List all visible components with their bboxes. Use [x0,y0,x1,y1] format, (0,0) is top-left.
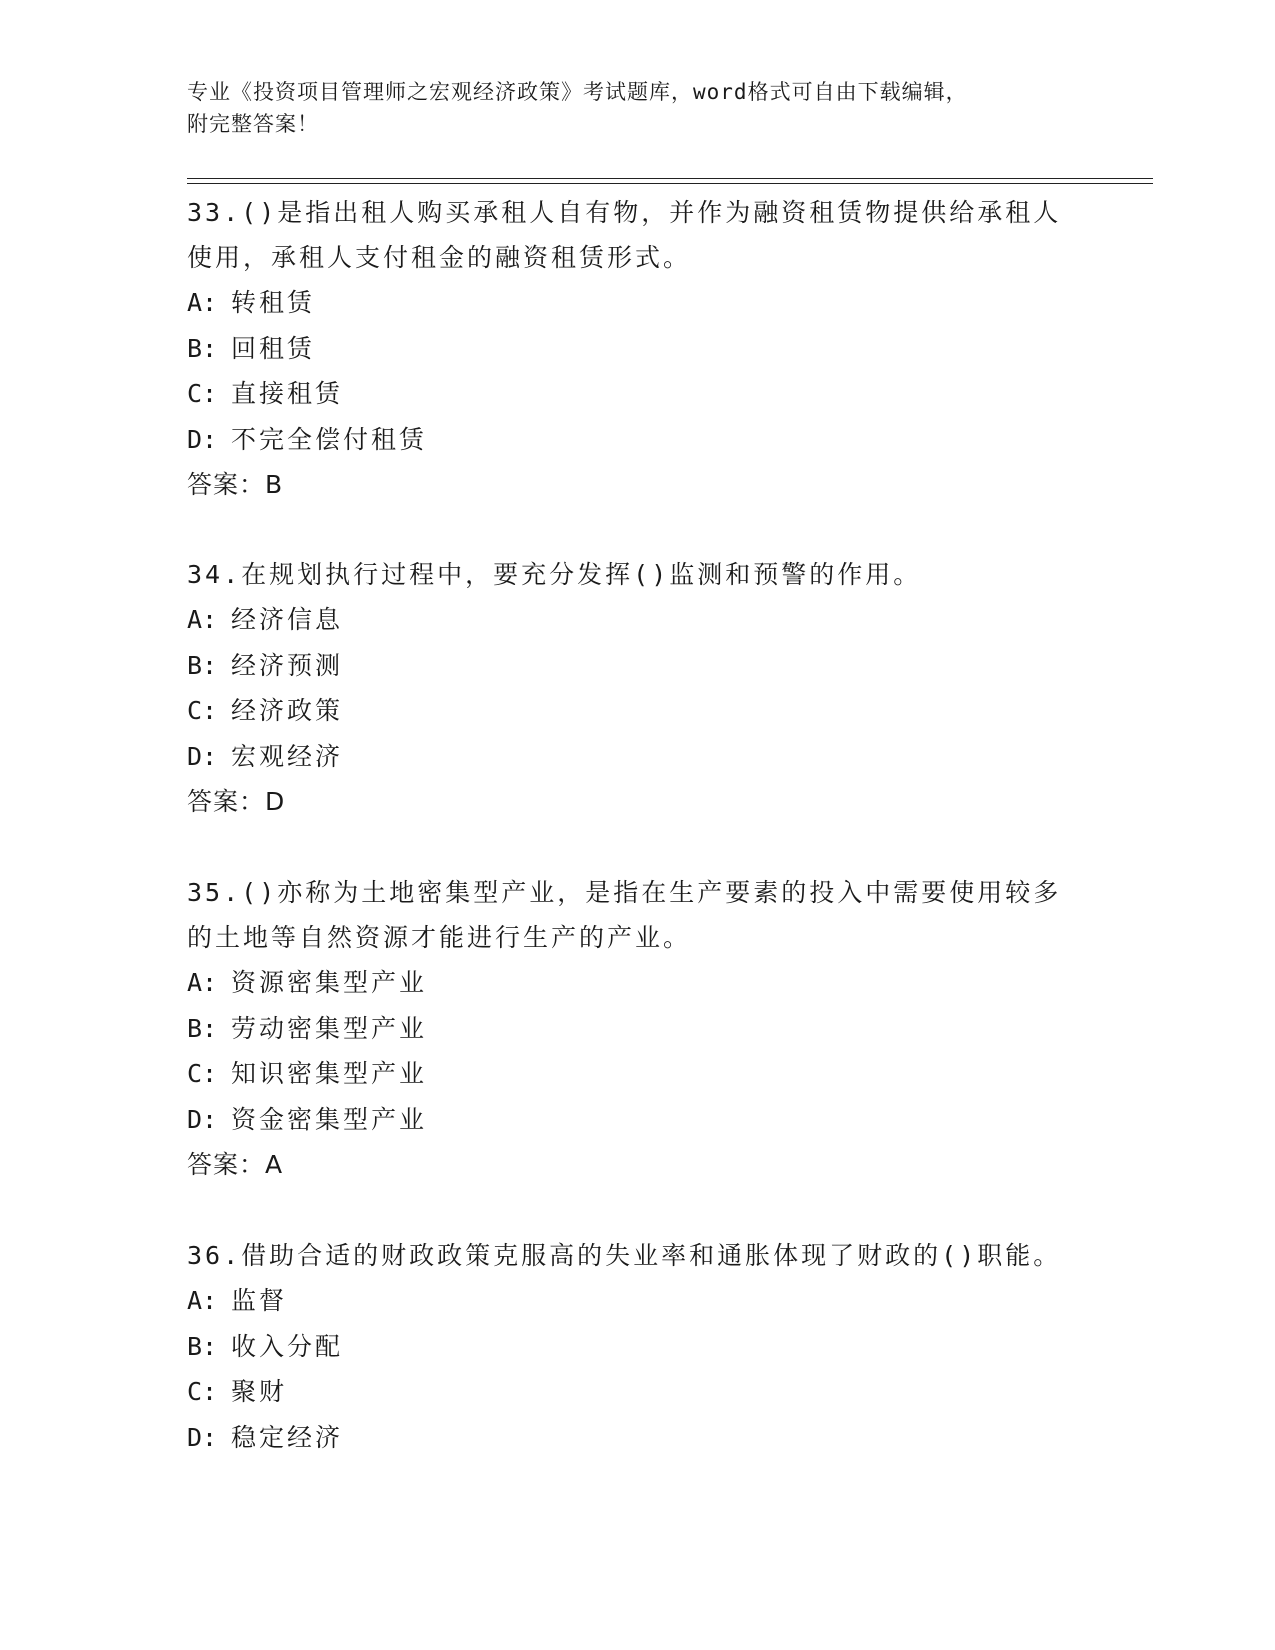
option-key: D: [187,1104,218,1134]
question-stem-line: 36.借助合适的财政政策克服高的失业率和通胀体现了财政的()职能。 [187,1241,1062,1270]
option-c [187,1369,1087,1415]
option-key: D: [187,424,218,454]
option-text: 经济信息 [231,605,344,634]
question-stem [187,552,1087,597]
option-text: 不完全偿付租赁 [231,424,428,454]
option-key: A: [187,1286,218,1315]
option-a [187,280,1087,326]
option-c [187,371,1087,417]
option-key: B: [187,333,218,363]
option-key: C: [187,379,218,408]
question-stem-line: 34.在规划执行过程中，要充分发挥()监测和预警的作用。 [187,560,922,589]
option-key: B: [187,1013,218,1043]
option-c [187,1051,1087,1097]
question-33 [187,190,1087,507]
option-text: 资金密集型产业 [231,1104,428,1134]
header-line-1: 专业《投资项目管理师之宏观经济政策》考试题库，word格式可自由下载编辑， [187,80,968,104]
question-stem-line: 的土地等自然资源才能进行生产的产业。 [187,923,692,952]
question-36 [187,1233,1087,1460]
option-text: 经济政策 [231,696,344,725]
option-text: 宏观经济 [231,741,344,771]
option-d [187,1415,1087,1461]
question-stem [187,1233,1087,1278]
option-text: 知识密集型产业 [231,1059,428,1088]
option-key: B: [187,1331,218,1361]
option-b [187,1324,1087,1370]
question-stem [187,190,1087,280]
option-text: 资源密集型产业 [231,968,428,997]
option-a [187,960,1087,1006]
option-key: C: [187,696,218,725]
option-key: A: [187,288,218,317]
question-stem [187,870,1087,960]
option-key: A: [187,968,218,997]
document-header [187,76,1087,140]
option-text: 聚财 [231,1377,288,1406]
question-34 [187,552,1087,824]
option-key: A: [187,605,218,634]
option-b [187,1006,1087,1052]
option-key: D: [187,1422,218,1452]
option-text: 劳动密集型产业 [231,1013,428,1043]
header-line-2: 附完整答案！ [187,112,319,136]
option-text: 监督 [231,1286,288,1315]
question-35 [187,870,1087,1187]
answer-line: 答案：A [187,1150,284,1179]
option-b [187,326,1087,372]
option-b [187,643,1087,689]
option-key: C: [187,1059,218,1088]
option-d [187,417,1087,463]
option-key: D: [187,741,218,771]
option-d [187,1097,1087,1143]
answer-line: 答案：D [187,787,286,816]
header-divider-top [187,178,1153,179]
option-a [187,1278,1087,1324]
header-divider-bottom [187,183,1153,184]
option-text: 转租赁 [231,288,316,317]
option-c [187,688,1087,734]
option-text: 稳定经济 [231,1422,344,1452]
option-text: 收入分配 [231,1331,344,1361]
answer-line: 答案：B [187,470,284,499]
option-key: B: [187,650,218,680]
option-d [187,734,1087,780]
question-stem-line: 33.()是指出租人购买承租人自有物，并作为融资租赁物提供给承租人 [187,198,1062,227]
option-a [187,597,1087,643]
question-stem-line: 35.()亦称为土地密集型产业，是指在生产要素的投入中需要使用较多 [187,878,1062,907]
option-text: 直接租赁 [231,379,344,408]
option-text: 回租赁 [231,333,316,363]
question-stem-line: 使用，承租人支付租金的融资租赁形式。 [187,243,692,272]
option-text: 经济预测 [231,650,344,680]
option-key: C: [187,1377,218,1406]
